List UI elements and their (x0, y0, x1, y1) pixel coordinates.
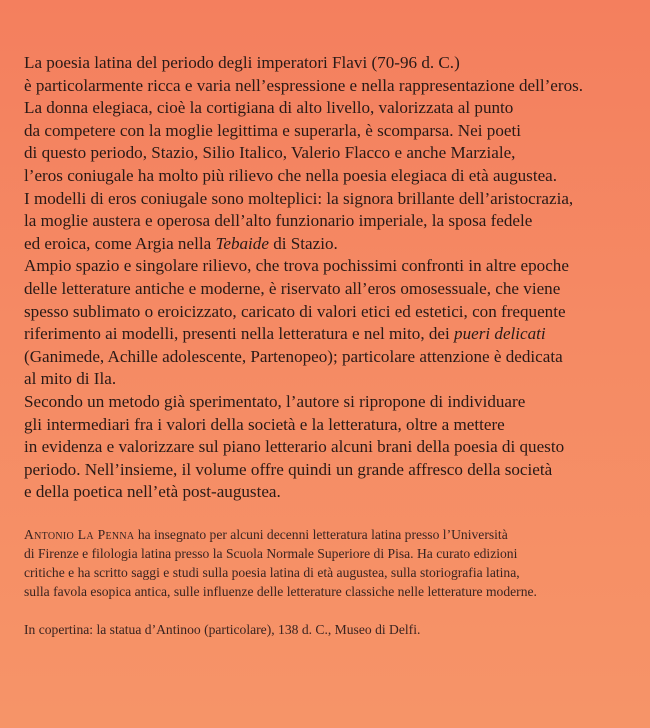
blurb-line: gli intermediari fra i valori della società e la letteratura, oltre a mettere (24, 414, 505, 434)
bio-line: sulla favola esopica antica, sulle influenze delle letterature classiche nelle letterature moderne. (24, 583, 537, 599)
blurb-line: Secondo un metodo già sperimentato, l’autore si ripropone di individuare (24, 391, 526, 411)
blurb-line: periodo. Nell’insieme, il volume offre quindi un grande affresco della società (24, 459, 553, 479)
latin-phrase-pueri-delicati: pueri delicati (454, 324, 546, 344)
blurb-line: delle letterature antiche e moderne, è riservato all’eros omosessuale, che viene (24, 278, 561, 298)
blurb-line: in evidenza e valorizzare sul piano letterario alcuni brani della poesia di questo (24, 437, 565, 457)
blurb-line: La poesia latina del periodo degli imperatori Flavi (70-96 d. C.) (24, 53, 460, 72)
cover-credit: In copertina: la statua d’Antinoo (particolare), 138 d. C., Museo di Delfi. (24, 622, 421, 637)
blurb-line: la moglie austera e operosa dell’alto funzionario imperiale, la sposa fedele (24, 211, 533, 231)
author-name: Antonio La Penna (24, 527, 135, 542)
blurb-text-segment: di Stazio. (268, 233, 338, 253)
blurb-text (24, 52, 636, 504)
blurb-line (24, 323, 636, 346)
bio-text-segment: ha insegnato per alcuni decenni letteratura latina presso l’Università (134, 527, 508, 542)
blurb-line: l’eros coniugale ha molto più rilievo che nella poesia elegiaca di età augustea. (24, 165, 558, 185)
blurb-line: e della poetica nell’età post-augustea. (24, 482, 281, 502)
blurb-line: al mito di Ila. (24, 369, 117, 389)
bio-line: di Firenze e filologia latina presso la Scuola Normale Superiore di Pisa. Ha curato edizioni (24, 545, 518, 561)
blurb-text-segment: ed eroica, come Argia nella (24, 233, 216, 253)
blurb-line: (Ganimede, Achille adolescente, Partenopeo); particolare attenzione è dedicata (24, 346, 563, 366)
blurb-line: di questo periodo, Stazio, Silio Italico, Valerio Flacco e anche Marziale, (24, 143, 516, 163)
author-bio (24, 526, 614, 602)
blurb-line: da competere con la moglie legittima e superarla, è scomparsa. Nei poeti (24, 120, 521, 140)
blurb-line (24, 233, 636, 256)
blurb-line: Ampio spazio e singolare rilievo, che trova pochissimi confronti in altre epoche (24, 256, 569, 276)
blurb-line: I modelli di eros coniugale sono molteplici: la signora brillante dell’aristocrazia, (24, 188, 574, 208)
blurb-line: è particolarmente ricca e varia nell’espressione e nella rappresentazione dell’eros. (24, 75, 584, 95)
blurb-line: spesso sublimato o eroicizzato, caricato di valori etici ed estetici, con frequente (24, 301, 566, 321)
blurb-line: La donna elegiaca, cioè la cortigiana di alto livello, valorizzata al punto (24, 98, 514, 118)
bio-line: critiche e ha scritto saggi e studi sulla poesia latina di età augustea, sulla storiografia latina, (24, 564, 520, 580)
bio-line (24, 526, 614, 545)
blurb-text-segment: riferimento ai modelli, presenti nella letteratura e nel mito, dei (24, 324, 455, 344)
work-title-tebaide: Tebaide (215, 233, 269, 253)
